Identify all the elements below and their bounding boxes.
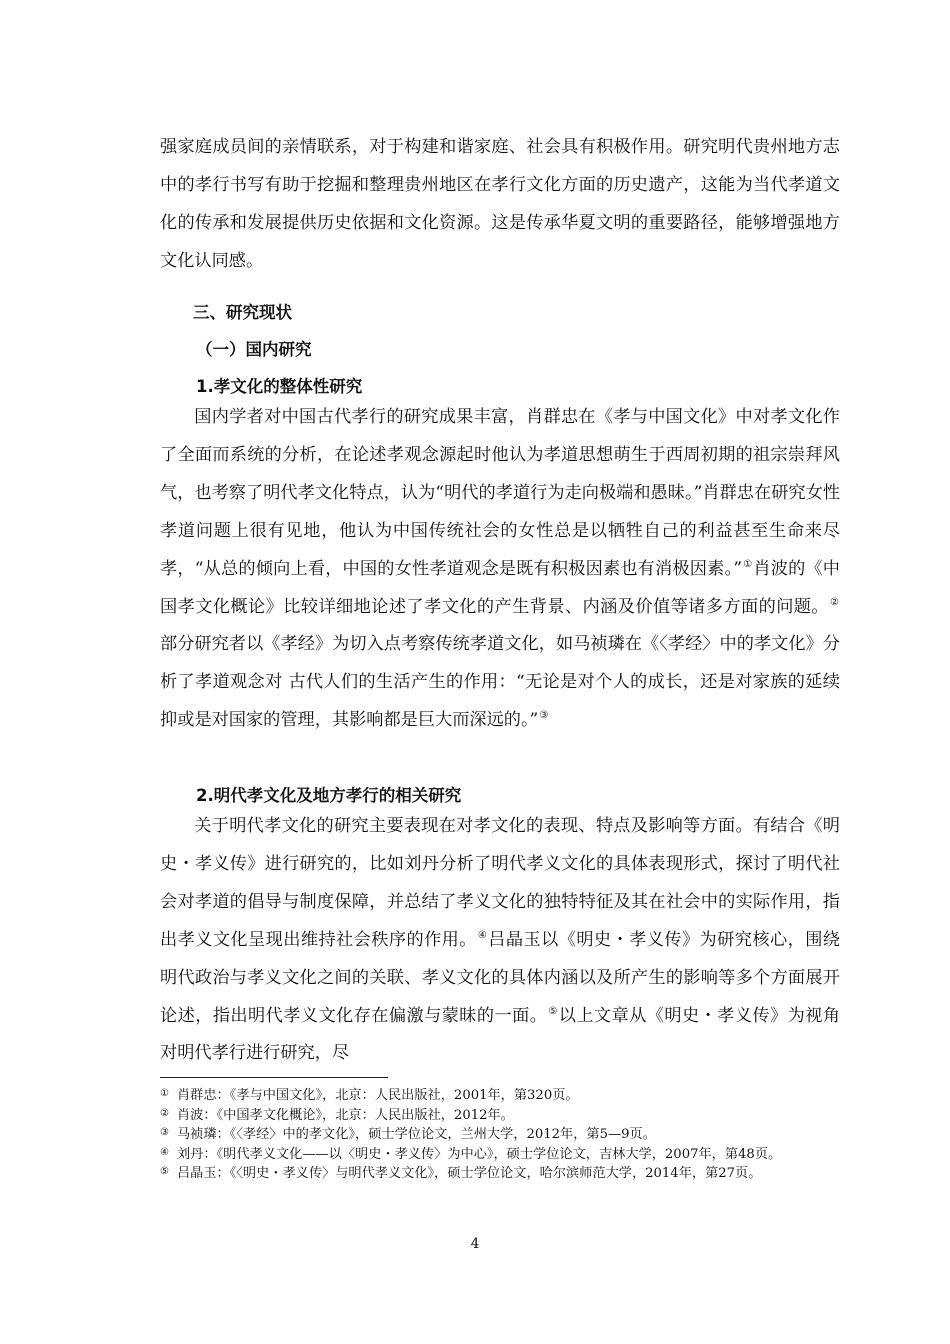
footnote-ref-5[interactable]: ⑤ xyxy=(548,1005,558,1017)
footnote-item xyxy=(160,1086,850,1106)
footnote-item xyxy=(160,1164,850,1184)
paragraph-continuation xyxy=(160,129,840,281)
footnote-marker: ② xyxy=(160,1107,169,1119)
sub-heading-filial-culture-overall: 1.孝文化的整体性研究 xyxy=(196,377,363,396)
paragraph-ming-filial-culture xyxy=(160,808,840,1073)
paragraph-text: 部分研究者以《孝经》为切入点考察传统孝道文化，如马祯璘在《〈孝经〉中的孝文化》分析了孝道观念对 古代人们的生活产生的作用：“无论是对个人的成长，还是对家族的延续抑或是对国家的管理，其影响都是巨大而深远的。” xyxy=(160,634,840,731)
paragraph-filial-culture-overall xyxy=(160,399,840,740)
paragraph-text: 国内学者对中国古代孝行的研究成果丰富，肖群忠在《孝与中国文化》中对孝文化作了全面而系统的分析，在论述孝观念源起时他认为孝道思想萌生于西周初期的祖宗崇拜风气，也考察了明代孝文化特点，认为“明代的孝道行为走向极端和愚昧。”肖群忠在研究女性孝道问题上很有见地，他认为中国传统社会的女性总是以牺牲自己的利益甚至生命来尽孝，“从总的倾向上看，中国的女性孝道观念是既有积极因素也有消极因素。” xyxy=(160,407,840,579)
paragraph-text: 肖波的《中国孝文化概论》比较详细地论述了孝文化的产生背景、内涵及价值等诸多方面的问题。 xyxy=(160,558,840,617)
section-heading-research-status: 三、研究现状 xyxy=(193,303,292,322)
footnote-item xyxy=(160,1125,850,1145)
footnote-text: 肖群忠：《孝与中国文化》，北京：人民出版社，2001年，第320页。 xyxy=(177,1088,579,1103)
footnote-text: 吕晶玉：《〈明史・孝义传〉与明代孝义文化》，硕士学位论文，哈尔滨师范大学，2014年，第27页。 xyxy=(177,1166,762,1181)
sub-heading-ming-filial-culture: 2.明代孝文化及地方孝行的相关研究 xyxy=(196,786,462,805)
paragraph-text: 关于明代孝文化的研究主要表现在对孝文化的表现、特点及影响等方面。有结合《明史・孝义传》进行研究的，比如刘丹分析了明代孝义文化的具体表现形式，探讨了明代社会对孝道的倡导与制度保障，并总结了孝义文化的独特特征及其在社会中的实际作用，指出孝义文化呈现出维持社会秩序的作用。 xyxy=(160,816,840,950)
footnote-ref-1[interactable]: ① xyxy=(743,558,753,570)
paragraph-text: 强家庭成员间的亲情联系，对于构建和谐家庭、社会具有积极作用。研究明代贵州地方志中的孝行书写有助于挖掘和整理贵州地区在孝行文化方面的历史遗产，这能为当代孝道文化的传承和发展提供历史依据和文化资源。这是传承华夏文明的重要路径，能够增强地方文化认同感。 xyxy=(160,137,840,271)
footnote-separator xyxy=(160,1077,388,1078)
footnote-ref-4[interactable]: ④ xyxy=(477,929,488,941)
footnote-ref-2[interactable]: ② xyxy=(830,596,839,608)
footnote-ref-3[interactable]: ③ xyxy=(539,710,549,722)
footnote-item xyxy=(160,1145,850,1165)
footnote-marker: ③ xyxy=(160,1127,169,1138)
footnote-text: 肖波：《中国孝文化概论》，北京：人民出版社，2012年。 xyxy=(177,1107,514,1123)
footnote-text: 刘丹：《明代孝义文化——以〈明史・孝义传〉为中心》，硕士学位论文，吉林大学，2007年，第48页。 xyxy=(177,1146,782,1162)
footnote-marker: ⑤ xyxy=(160,1166,169,1177)
footnote-text: 马祯璘：《〈孝经〉中的孝文化》，硕士学位论文，兰州大学，2012年，第5—9页。 xyxy=(177,1127,656,1142)
footnotes xyxy=(160,1086,850,1184)
footnote-item xyxy=(160,1106,850,1126)
subsection-heading-domestic: （一）国内研究 xyxy=(196,340,312,359)
footnote-marker: ① xyxy=(160,1088,169,1099)
page-number: 4 xyxy=(470,1236,480,1252)
footnote-marker: ④ xyxy=(160,1146,169,1158)
paragraph-text: 以上文章从《明史・孝义传》为视角对明代孝行进行研究，尽 xyxy=(160,1005,840,1064)
paragraph-text: 吕晶玉以《明史・孝义传》为研究核心，围绕明代政治与孝义文化之间的关联、孝义文化的具体内涵以及所产生的影响等多个方面展开论述，指出明代孝义文化存在偏激与蒙昧的一面。 xyxy=(160,929,840,1026)
